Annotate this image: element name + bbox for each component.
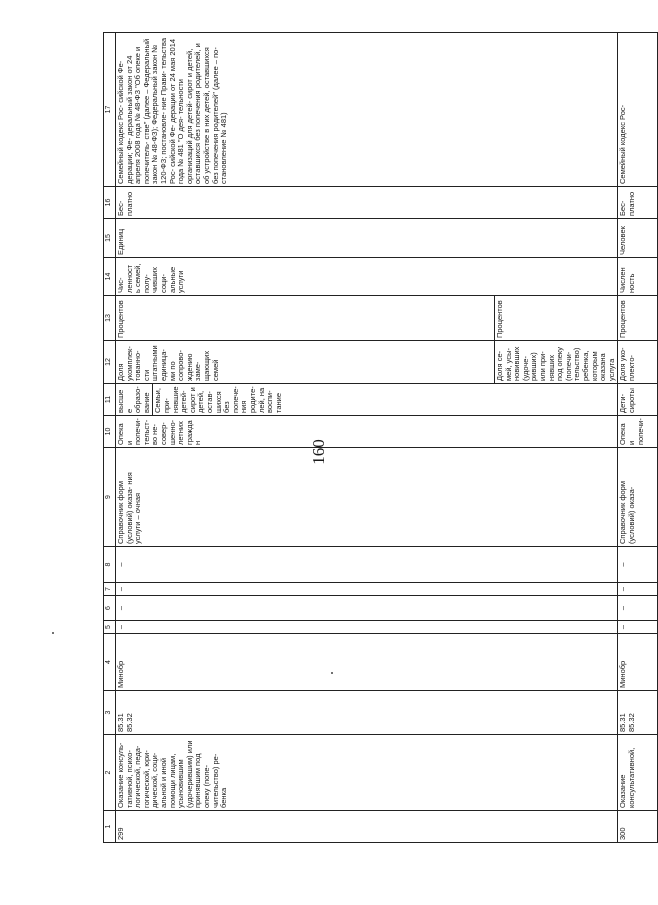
rotated-table-container — [103, 33, 645, 843]
col-number: 2 — [104, 735, 116, 811]
col-number: 15 — [104, 219, 116, 258]
legal-basis: Семейный кодекс Рос- — [618, 33, 658, 187]
scan-speck — [52, 632, 54, 634]
quality-indicator-1: Доля уко- плекто- — [618, 341, 658, 384]
cell-dash: – — [618, 583, 658, 596]
recipients-text: Семьи, при- нявшие детей- сирот и детей, остав- шихся без попече- ния родите- лей, на воспи- тание — [152, 384, 283, 415]
col-number: 6 — [104, 596, 116, 621]
col-number: 5 — [104, 621, 116, 634]
service-form: Справочник форм (условий) оказа- — [618, 448, 658, 547]
quality-unit-1: Процентов — [116, 296, 495, 341]
quality-indicator-2: Доля се- мей, усы- новивших (удоче- ривших) или при- нявших под опеку (попечи- тельство) ребенка, которым оказана услуга — [495, 341, 618, 384]
legal-basis: Семейный кодекс Рос- сийской Фе- дерации; Фе- деральный закон от 24 апреля 2008 года № 48-ФЗ "Об опеке и попечитель- стве" (далее – Федеральный закон № 48-ФЗ); Федеральный закон № 120-ФЗ; постановле- ние Прави- тельства Рос- сийской Фе- дерации от 24 мая 2014 года № 481 "О дея- тельности организаций для детей- сирот и детей, оставшихся без попечения родителей, и об устройстве в них детей, оставшихся без попечения родителей" (далее – по- становление № 481) — [116, 33, 618, 187]
okved-code: 85.31 85.32 — [116, 691, 618, 735]
payment-type: Бес- платно — [116, 187, 618, 219]
recipients-education-note: высшее образо- вание — [116, 386, 151, 413]
volume-indicator: Числен ность — [618, 258, 658, 296]
col-number: 10 — [104, 416, 116, 448]
col-number: 9 — [104, 448, 116, 547]
service-name: Оказание консуль- тативной, психо- логической, педа- гогической, юри- дической, соци- альной и иной помощи лицам, усыновившим (удочерившим) или принявшим под опеку (попе- чительство) ре- бенка — [116, 735, 618, 811]
service-form: Справочник форм (условий) оказа- ния услуги – очная — [116, 448, 618, 547]
volume-unit: Единиц — [116, 219, 618, 258]
col-number: 16 — [104, 187, 116, 219]
quality-indicator-1: Доля укомплек- тованно- сти штатными единица- ми по сопрово- ждению заме- щающих семей — [116, 341, 495, 384]
col-number: 7 — [104, 583, 116, 596]
page-number: 160 — [308, 439, 328, 465]
table-row — [116, 33, 495, 843]
payment-type: Бес- платно — [618, 187, 658, 219]
cell-dash: – — [116, 621, 618, 634]
col-number: 4 — [104, 634, 116, 691]
table-row — [618, 33, 658, 843]
col-number: 17 — [104, 33, 116, 187]
cell-dash: – — [618, 621, 658, 634]
volume-unit: Человек — [618, 219, 658, 258]
volume-indicator: Чис- ленност ь семей, полу- чивших соци- альные услуги — [116, 258, 618, 296]
row-number: 300 — [618, 811, 658, 843]
service-recipients: Дети- сироты — [618, 384, 658, 416]
service-content: Опека и попечи- тельст- во не- совер- шенно- летних граждан — [116, 416, 618, 448]
authority: Минобр — [618, 634, 658, 691]
col-number: 11 — [104, 384, 116, 416]
authority: Минобр — [116, 634, 618, 691]
cell-dash: – — [116, 596, 618, 621]
cell-dash: – — [116, 583, 618, 596]
col-number: 3 — [104, 691, 116, 735]
column-number-row — [104, 33, 116, 843]
cell-dash: – — [618, 596, 658, 621]
service-recipients — [116, 384, 618, 416]
service-name: Оказание консультативной, — [618, 735, 658, 811]
quality-unit-2: Процентов — [495, 296, 618, 341]
quality-unit-1: Процентов — [618, 296, 658, 341]
col-number: 13 — [104, 296, 116, 341]
col-number: 8 — [104, 547, 116, 583]
okved-code: 85.31 85.32 — [618, 691, 658, 735]
col-number: 1 — [104, 811, 116, 843]
services-table — [103, 32, 658, 843]
cell-dash: – — [618, 547, 658, 583]
service-content: Опека и попечи- — [618, 416, 658, 448]
cell-dash: – — [116, 547, 618, 583]
col-number: 12 — [104, 341, 116, 384]
row-number: 299 — [116, 811, 618, 843]
col-number: 14 — [104, 258, 116, 296]
